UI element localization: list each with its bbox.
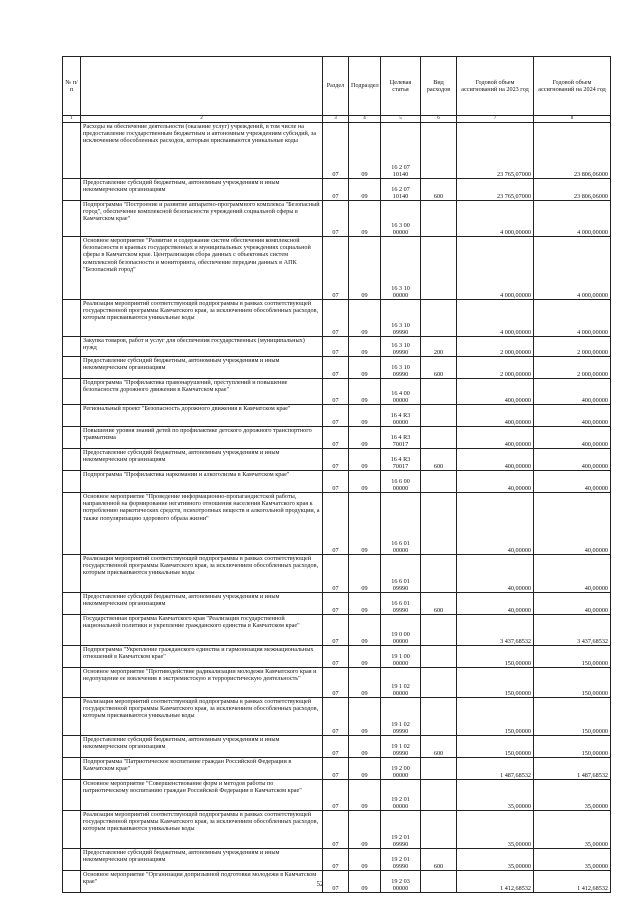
cell-name: Предоставление субсидий бюджетным, автономным учреждениям и иным некоммерческим организациям — [81, 593, 323, 615]
cell-podrazdel: 09 — [349, 357, 381, 379]
cell-amount-2024: 40,00000 — [534, 555, 611, 593]
column-number: 7 — [457, 116, 534, 123]
cell-razdel: 07 — [323, 337, 349, 357]
cell-target-article: 19 1 00 00000 — [381, 646, 421, 668]
cell-amount-2024: 1 412,68532 — [534, 871, 611, 893]
table-row — [63, 300, 611, 337]
cell-num — [63, 555, 81, 593]
cell-num — [63, 493, 81, 555]
cell-amount-2023: 40,00000 — [457, 555, 534, 593]
header-year-2023: Годовой объем ассигнований на 2023 год — [457, 57, 534, 116]
budget-table — [62, 56, 611, 893]
cell-amount-2023: 4 000,00000 — [457, 300, 534, 337]
cell-num — [63, 123, 81, 179]
cell-target-article: 16 2 07 10140 — [381, 179, 421, 201]
cell-razdel: 07 — [323, 405, 349, 427]
cell-name: Основное мероприятие "Проведение информационно-пропагандистской работы, направленной на формирование негативного отношения населения Камчатского края к потреблению наркотических средств, психотропных веществ и алкогольной продукции, а также популяризацию здорового образа жизни" — [81, 493, 323, 555]
column-number: 8 — [534, 116, 611, 123]
cell-target-article: 16 6 01 00000 — [381, 493, 421, 555]
header-razdel: Раздел — [323, 57, 349, 116]
cell-amount-2023: 1 487,68532 — [457, 758, 534, 780]
cell-num — [63, 849, 81, 871]
cell-razdel: 07 — [323, 427, 349, 449]
cell-razdel: 07 — [323, 593, 349, 615]
cell-podrazdel: 09 — [349, 811, 381, 849]
table-row — [63, 237, 611, 300]
cell-name: Предоставление субсидий бюджетным, автономным учреждениям и иным некоммерческим организациям — [81, 849, 323, 871]
cell-expense-type: 600 — [421, 357, 457, 379]
table-row — [63, 427, 611, 449]
cell-expense-type: 600 — [421, 593, 457, 615]
column-number: 4 — [349, 116, 381, 123]
cell-podrazdel: 09 — [349, 593, 381, 615]
page-number: 52 — [316, 880, 324, 888]
cell-expense-type — [421, 237, 457, 300]
cell-amount-2024: 150,00000 — [534, 646, 611, 668]
cell-expense-type — [421, 780, 457, 811]
cell-name: Региональный проект "Безопасность дорожного движения в Камчатском крае" — [81, 405, 323, 427]
cell-name: Расходы на обеспечение деятельности (оказание услуг) учреждений, в том числе на предоставление государственным бюджетным и автономным учреждениям субсидий, за исключением обособленных расходов, которым присваиваются уникальные коды — [81, 123, 323, 179]
cell-razdel: 07 — [323, 698, 349, 736]
table-row — [63, 615, 611, 646]
cell-name: Реализация мероприятий соответствующей подпрограммы в рамках соответствующей государственной программы Камчатского края, за исключением обособленных расходов, которым присваиваются уникальные коды — [81, 300, 323, 337]
table-row — [63, 405, 611, 427]
table-row — [63, 493, 611, 555]
cell-num — [63, 300, 81, 337]
table-row — [63, 179, 611, 201]
cell-target-article: 19 1 02 09990 — [381, 736, 421, 758]
cell-name: Предоставление субсидий бюджетным, автономным учреждениям и иным некоммерческим организациям — [81, 179, 323, 201]
cell-podrazdel: 09 — [349, 871, 381, 893]
cell-num — [63, 405, 81, 427]
cell-name: Реализация мероприятий соответствующей подпрограммы в рамках соответствующей государственной программы Камчатского края, за исключением обособленных расходов, которым присваиваются уникальные коды — [81, 555, 323, 593]
cell-expense-type — [421, 668, 457, 698]
cell-num — [63, 179, 81, 201]
cell-podrazdel: 09 — [349, 179, 381, 201]
table-row — [63, 123, 611, 179]
cell-num — [63, 646, 81, 668]
table-row — [63, 201, 611, 237]
column-number: 2 — [81, 116, 323, 123]
cell-target-article: 16 3 10 09990 — [381, 357, 421, 379]
column-number-row — [63, 116, 611, 123]
cell-target-article: 16 6 01 09990 — [381, 593, 421, 615]
table-row — [63, 736, 611, 758]
cell-target-article: 16 4 R3 70017 — [381, 449, 421, 471]
cell-podrazdel: 09 — [349, 123, 381, 179]
cell-razdel: 07 — [323, 646, 349, 668]
cell-amount-2023: 40,00000 — [457, 593, 534, 615]
cell-expense-type — [421, 811, 457, 849]
cell-amount-2024: 23 806,06000 — [534, 179, 611, 201]
cell-expense-type — [421, 379, 457, 405]
cell-razdel: 07 — [323, 201, 349, 237]
cell-amount-2023: 2 000,00000 — [457, 337, 534, 357]
cell-amount-2023: 3 437,68532 — [457, 615, 534, 646]
cell-target-article: 19 1 02 00000 — [381, 668, 421, 698]
table-row — [63, 849, 611, 871]
cell-num — [63, 427, 81, 449]
cell-target-article: 19 0 00 00000 — [381, 615, 421, 646]
cell-name: Государственная программа Камчатского края "Реализация государственной национальной политики и укрепление гражданского единства в Камчатском крае" — [81, 615, 323, 646]
cell-amount-2024: 400,00000 — [534, 405, 611, 427]
cell-podrazdel: 09 — [349, 449, 381, 471]
cell-amount-2024: 35,00000 — [534, 780, 611, 811]
cell-amount-2023: 40,00000 — [457, 471, 534, 493]
cell-razdel: 07 — [323, 758, 349, 780]
cell-expense-type — [421, 123, 457, 179]
cell-amount-2023: 23 765,07000 — [457, 179, 534, 201]
cell-amount-2023: 4 000,00000 — [457, 237, 534, 300]
cell-expense-type — [421, 555, 457, 593]
cell-name: Реализация мероприятий соответствующей подпрограммы в рамках соответствующей государственной программы Камчатского края, за исключением обособленных расходов, которым присваиваются уникальные коды — [81, 698, 323, 736]
column-number: 3 — [323, 116, 349, 123]
cell-razdel: 07 — [323, 615, 349, 646]
cell-podrazdel: 09 — [349, 758, 381, 780]
cell-target-article: 19 2 01 09990 — [381, 849, 421, 871]
cell-podrazdel: 09 — [349, 201, 381, 237]
cell-target-article: 19 2 01 00000 — [381, 780, 421, 811]
cell-razdel: 07 — [323, 471, 349, 493]
cell-amount-2023: 35,00000 — [457, 780, 534, 811]
header-target-article: Целевая статья — [381, 57, 421, 116]
cell-amount-2023: 400,00000 — [457, 427, 534, 449]
header-name — [81, 57, 323, 116]
cell-amount-2023: 400,00000 — [457, 449, 534, 471]
column-number: 5 — [381, 116, 421, 123]
table-row — [63, 555, 611, 593]
cell-target-article: 16 6 01 09990 — [381, 555, 421, 593]
cell-razdel: 07 — [323, 811, 349, 849]
cell-razdel: 07 — [323, 493, 349, 555]
cell-name: Закупка товаров, работ и услуг для обеспечения государственных (муниципальных) нужд — [81, 337, 323, 357]
cell-razdel: 07 — [323, 736, 349, 758]
cell-expense-type — [421, 493, 457, 555]
cell-name: Основное мероприятие "Организация допризывной подготовки молодежи в Камчатском крае" — [81, 871, 323, 893]
table-row — [63, 357, 611, 379]
cell-target-article: 16 3 10 09990 — [381, 300, 421, 337]
cell-target-article: 19 2 03 00000 — [381, 871, 421, 893]
cell-amount-2023: 400,00000 — [457, 405, 534, 427]
cell-num — [63, 201, 81, 237]
cell-amount-2024: 35,00000 — [534, 849, 611, 871]
table-header-row — [63, 57, 611, 116]
cell-expense-type — [421, 471, 457, 493]
cell-name: Подпрограмма "Укрепление гражданского единства и гармонизация межнациональных отношений в Камчатском крае" — [81, 646, 323, 668]
cell-expense-type — [421, 405, 457, 427]
cell-num — [63, 471, 81, 493]
cell-num — [63, 593, 81, 615]
cell-amount-2024: 150,00000 — [534, 668, 611, 698]
cell-name: Предоставление субсидий бюджетным, автономным учреждениям и иным некоммерческим организациям — [81, 449, 323, 471]
cell-expense-type — [421, 300, 457, 337]
cell-razdel: 07 — [323, 237, 349, 300]
cell-amount-2024: 150,00000 — [534, 698, 611, 736]
cell-target-article: 16 3 10 09990 — [381, 337, 421, 357]
cell-num — [63, 698, 81, 736]
cell-amount-2023: 23 765,07000 — [457, 123, 534, 179]
cell-podrazdel: 09 — [349, 379, 381, 405]
cell-amount-2024: 40,00000 — [534, 471, 611, 493]
cell-num — [63, 357, 81, 379]
cell-num — [63, 811, 81, 849]
table-row — [63, 449, 611, 471]
cell-target-article: 16 2 07 10140 — [381, 123, 421, 179]
cell-podrazdel: 09 — [349, 646, 381, 668]
cell-podrazdel: 09 — [349, 615, 381, 646]
cell-target-article: 16 3 00 00000 — [381, 201, 421, 237]
cell-name: Основное мероприятие "Совершенствование форм и методов работы по патриотическому воспитанию граждан Российской Федерации в Камчатском крае" — [81, 780, 323, 811]
cell-razdel: 07 — [323, 357, 349, 379]
column-number: 1 — [63, 116, 81, 123]
header-podrazdel: Подраздел — [349, 57, 381, 116]
cell-target-article: 16 4 00 00000 — [381, 379, 421, 405]
cell-amount-2023: 2 000,00000 — [457, 357, 534, 379]
cell-amount-2023: 150,00000 — [457, 668, 534, 698]
cell-amount-2023: 150,00000 — [457, 698, 534, 736]
cell-name: Подпрограмма "Профилактика наркомании и алкоголизма в Камчатском крае" — [81, 471, 323, 493]
cell-podrazdel: 09 — [349, 405, 381, 427]
table-row — [63, 758, 611, 780]
header-num: № п/п — [63, 57, 81, 116]
cell-podrazdel: 09 — [349, 493, 381, 555]
cell-razdel: 07 — [323, 379, 349, 405]
cell-razdel: 07 — [323, 668, 349, 698]
cell-target-article: 16 6 00 00000 — [381, 471, 421, 493]
cell-num — [63, 668, 81, 698]
cell-podrazdel: 09 — [349, 736, 381, 758]
cell-razdel: 07 — [323, 449, 349, 471]
table-row — [63, 593, 611, 615]
cell-target-article: 19 2 00 00000 — [381, 758, 421, 780]
cell-expense-type — [421, 698, 457, 736]
cell-amount-2023: 40,00000 — [457, 493, 534, 555]
cell-expense-type — [421, 758, 457, 780]
cell-amount-2023: 35,00000 — [457, 811, 534, 849]
cell-num — [63, 337, 81, 357]
cell-expense-type: 600 — [421, 736, 457, 758]
table-row — [63, 379, 611, 405]
cell-razdel: 07 — [323, 780, 349, 811]
cell-razdel: 07 — [323, 555, 349, 593]
cell-name: Подпрограмма "Построение и развитие аппаратно-программного комплекса "Безопасный город", обеспечение комплексной безопасности учреждений социальной сферы в Камчатском крае" — [81, 201, 323, 237]
cell-amount-2024: 150,00000 — [534, 736, 611, 758]
cell-amount-2024: 400,00000 — [534, 427, 611, 449]
header-year-2024: Годовой объем ассигнований на 2024 год — [534, 57, 611, 116]
cell-amount-2023: 1 412,68532 — [457, 871, 534, 893]
cell-expense-type: 600 — [421, 179, 457, 201]
cell-name: Подпрограмма "Профилактика правонарушений, преступлений и повышение безопасности дорожного движения в Камчатском крае" — [81, 379, 323, 405]
table-row — [63, 811, 611, 849]
cell-name: Реализация мероприятий соответствующей подпрограммы в рамках соответствующей государственной программы Камчатского края, за исключением обособленных расходов, которым присваиваются уникальные коды — [81, 811, 323, 849]
cell-razdel: 07 — [323, 123, 349, 179]
cell-target-article: 16 3 10 00000 — [381, 237, 421, 300]
cell-expense-type: 600 — [421, 449, 457, 471]
cell-expense-type — [421, 427, 457, 449]
cell-target-article: 16 4 R3 00000 — [381, 405, 421, 427]
cell-amount-2024: 400,00000 — [534, 449, 611, 471]
cell-amount-2024: 2 000,00000 — [534, 357, 611, 379]
cell-razdel: 07 — [323, 300, 349, 337]
cell-name: Повышение уровня знаний детей по профилактике детского дорожного транспортного травматизма — [81, 427, 323, 449]
cell-podrazdel: 09 — [349, 555, 381, 593]
cell-amount-2024: 3 437,68532 — [534, 615, 611, 646]
cell-name: Основное мероприятие "Развитие и содержание систем обеспечения комплексной безопасности в краевых государственных и муниципальных учреждениях социальной сферы в Камчатском крае. Централизация сбора данных с объектовых систем комплексной безопасности и мониторинга, обеспечение передачи данных в АПК "Безопасный город" — [81, 237, 323, 300]
cell-razdel: 07 — [323, 871, 349, 893]
cell-expense-type — [421, 646, 457, 668]
table-row — [63, 698, 611, 736]
cell-amount-2024: 23 806,06000 — [534, 123, 611, 179]
table-row — [63, 337, 611, 357]
cell-num — [63, 615, 81, 646]
cell-razdel: 07 — [323, 179, 349, 201]
cell-amount-2024: 40,00000 — [534, 593, 611, 615]
cell-amount-2024: 2 000,00000 — [534, 337, 611, 357]
cell-amount-2023: 150,00000 — [457, 646, 534, 668]
cell-podrazdel: 09 — [349, 668, 381, 698]
cell-num — [63, 758, 81, 780]
cell-name: Предоставление субсидий бюджетным, автономным учреждениям и иным некоммерческим организациям — [81, 736, 323, 758]
cell-expense-type — [421, 201, 457, 237]
cell-podrazdel: 09 — [349, 471, 381, 493]
cell-target-article: 16 4 R3 70017 — [381, 427, 421, 449]
cell-podrazdel: 09 — [349, 300, 381, 337]
cell-amount-2023: 400,00000 — [457, 379, 534, 405]
cell-amount-2024: 4 000,00000 — [534, 300, 611, 337]
cell-name: Подпрограмма "Патриотическое воспитание граждан Российской Федерации в Камчатском крае" — [81, 758, 323, 780]
table-row — [63, 471, 611, 493]
cell-expense-type — [421, 615, 457, 646]
cell-amount-2024: 35,00000 — [534, 811, 611, 849]
cell-expense-type: 600 — [421, 849, 457, 871]
cell-amount-2024: 1 487,68532 — [534, 758, 611, 780]
cell-name: Предоставление субсидий бюджетным, автономным учреждениям и иным некоммерческим организациям — [81, 357, 323, 379]
cell-razdel: 07 — [323, 849, 349, 871]
table-body — [63, 123, 611, 893]
header-expense-type: Вид расходов — [421, 57, 457, 116]
cell-podrazdel: 09 — [349, 780, 381, 811]
cell-amount-2024: 4 000,00000 — [534, 201, 611, 237]
cell-podrazdel: 09 — [349, 698, 381, 736]
cell-num — [63, 237, 81, 300]
cell-num — [63, 736, 81, 758]
cell-podrazdel: 09 — [349, 237, 381, 300]
cell-target-article: 19 1 02 09990 — [381, 698, 421, 736]
cell-expense-type: 200 — [421, 337, 457, 357]
cell-num — [63, 449, 81, 471]
cell-amount-2024: 4 000,00000 — [534, 237, 611, 300]
column-number: 6 — [421, 116, 457, 123]
cell-num — [63, 379, 81, 405]
cell-podrazdel: 09 — [349, 427, 381, 449]
table-row — [63, 668, 611, 698]
cell-target-article: 19 2 01 09990 — [381, 811, 421, 849]
table-row — [63, 780, 611, 811]
cell-amount-2023: 35,00000 — [457, 849, 534, 871]
cell-amount-2024: 400,00000 — [534, 379, 611, 405]
cell-name: Основное мероприятие "Противодействие радикализации молодежи Камчатского края и недопущение ее вовлечения в экстремистскую и террористическую деятельность" — [81, 668, 323, 698]
cell-amount-2023: 4 000,00000 — [457, 201, 534, 237]
table-row — [63, 646, 611, 668]
cell-amount-2024: 40,00000 — [534, 493, 611, 555]
cell-podrazdel: 09 — [349, 849, 381, 871]
cell-podrazdel: 09 — [349, 337, 381, 357]
cell-amount-2023: 150,00000 — [457, 736, 534, 758]
cell-num — [63, 780, 81, 811]
